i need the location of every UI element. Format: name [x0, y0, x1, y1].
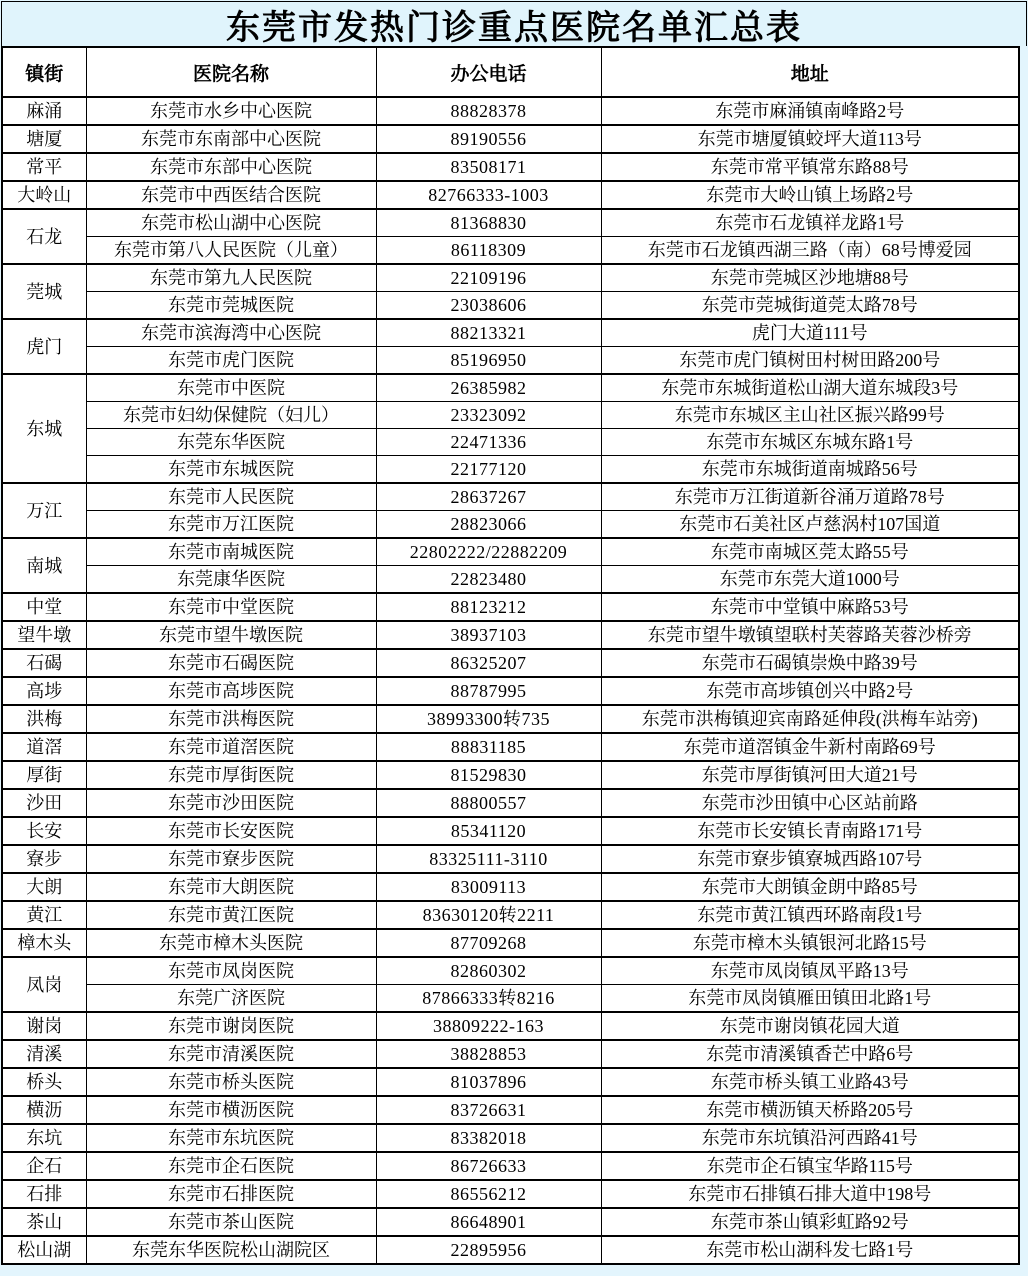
hospital-cell: 东莞东华医院松山湖院区 — [86, 1236, 376, 1264]
hospital-cell: 东莞市妇幼保健院（妇儿） — [86, 402, 376, 429]
phone-cell: 87709268 — [376, 929, 601, 957]
phone-cell: 23038606 — [376, 292, 601, 320]
address-cell: 东莞市莞城区沙地塘88号 — [601, 264, 1019, 292]
address-cell: 东莞市大岭山镇上场路2号 — [601, 181, 1019, 209]
address-cell: 东莞市石龙镇西湖三路（南）68号博爱园 — [601, 237, 1019, 265]
hospital-cell: 东莞市中堂医院 — [86, 593, 376, 621]
phone-cell: 88828378 — [376, 97, 601, 125]
address-cell: 东莞市道滘镇金牛新村南路69号 — [601, 733, 1019, 761]
col-header-address: 地址 — [601, 47, 1019, 97]
hospital-cell: 东莞市望牛墩医院 — [86, 621, 376, 649]
table-row — [2, 1068, 1019, 1096]
hospital-cell: 东莞市清溪医院 — [86, 1040, 376, 1068]
town-cell: 东城 — [2, 374, 86, 483]
address-cell: 虎门大道111号 — [601, 319, 1019, 347]
table-row — [2, 649, 1019, 677]
hospital-cell: 东莞市东部中心医院 — [86, 153, 376, 181]
town-cell: 松山湖 — [2, 1236, 86, 1264]
table-row — [2, 456, 1019, 484]
hospital-cell: 东莞市石碣医院 — [86, 649, 376, 677]
town-cell: 常平 — [2, 153, 86, 181]
phone-cell: 23323092 — [376, 402, 601, 429]
phone-cell: 86648901 — [376, 1208, 601, 1236]
phone-cell: 87866333转8216 — [376, 985, 601, 1013]
table-row — [2, 153, 1019, 181]
hospital-cell: 东莞康华医院 — [86, 566, 376, 594]
hospital-cell: 东莞市凤岗医院 — [86, 957, 376, 985]
town-cell: 望牛墩 — [2, 621, 86, 649]
phone-cell: 86325207 — [376, 649, 601, 677]
phone-cell: 85196950 — [376, 347, 601, 375]
address-cell: 东莞市企石镇宝华路115号 — [601, 1152, 1019, 1180]
hospital-cell: 东莞市万江医院 — [86, 511, 376, 539]
town-cell: 樟木头 — [2, 929, 86, 957]
address-cell: 东莞市清溪镇香芒中路6号 — [601, 1040, 1019, 1068]
address-cell: 东莞市凤岗镇雁田镇田北路1号 — [601, 985, 1019, 1013]
phone-cell: 88123212 — [376, 593, 601, 621]
table-row — [2, 125, 1019, 153]
table-row — [2, 621, 1019, 649]
table-row — [2, 901, 1019, 929]
table-row — [2, 181, 1019, 209]
address-cell: 东莞市大朗镇金朗中路85号 — [601, 873, 1019, 901]
table-row — [2, 733, 1019, 761]
hospital-cell: 东莞市中医院 — [86, 374, 376, 402]
table-row — [2, 538, 1019, 566]
phone-cell: 83726631 — [376, 1096, 601, 1124]
hospital-cell: 东莞市厚街医院 — [86, 761, 376, 789]
col-header-phone: 办公电话 — [376, 47, 601, 97]
hospital-cell: 东莞市中西医结合医院 — [86, 181, 376, 209]
town-cell: 莞城 — [2, 264, 86, 319]
town-cell: 桥头 — [2, 1068, 86, 1096]
phone-cell: 28823066 — [376, 511, 601, 539]
table-row — [2, 593, 1019, 621]
phone-cell: 22823480 — [376, 566, 601, 594]
hospital-cell: 东莞市第八人民医院（儿童） — [86, 237, 376, 265]
address-cell: 东莞市桥头镇工业路43号 — [601, 1068, 1019, 1096]
town-cell: 高埗 — [2, 677, 86, 705]
phone-cell: 88213321 — [376, 319, 601, 347]
table-row — [2, 957, 1019, 985]
table-row — [2, 1040, 1019, 1068]
table-row — [2, 402, 1019, 429]
town-cell: 中堂 — [2, 593, 86, 621]
address-cell: 东莞市寮步镇寮城西路107号 — [601, 845, 1019, 873]
table-row — [2, 292, 1019, 320]
town-cell: 石龙 — [2, 209, 86, 264]
phone-cell: 22109196 — [376, 264, 601, 292]
table-row — [2, 97, 1019, 125]
town-cell: 凤岗 — [2, 957, 86, 1012]
hospital-cell: 东莞市道滘医院 — [86, 733, 376, 761]
address-cell: 东莞市黄江镇西环路南段1号 — [601, 901, 1019, 929]
phone-cell: 82860302 — [376, 957, 601, 985]
col-header-hospital: 医院名称 — [86, 47, 376, 97]
address-cell: 东莞市樟木头镇银河北路15号 — [601, 929, 1019, 957]
address-cell: 东莞市厚街镇河田大道21号 — [601, 761, 1019, 789]
town-cell: 沙田 — [2, 789, 86, 817]
address-cell: 东莞市石龙镇祥龙路1号 — [601, 209, 1019, 237]
hospital-cell: 东莞市虎门医院 — [86, 347, 376, 375]
hospital-cell: 东莞市大朗医院 — [86, 873, 376, 901]
phone-cell: 81368830 — [376, 209, 601, 237]
town-cell: 大岭山 — [2, 181, 86, 209]
hospital-cell: 东莞东华医院 — [86, 429, 376, 456]
phone-cell: 83630120转2211 — [376, 901, 601, 929]
address-cell: 东莞市沙田镇中心区站前路 — [601, 789, 1019, 817]
phone-cell: 83508171 — [376, 153, 601, 181]
table-body — [2, 97, 1019, 1264]
address-cell: 东莞市高埗镇创兴中路2号 — [601, 677, 1019, 705]
address-cell: 东莞市长安镇长青南路171号 — [601, 817, 1019, 845]
phone-cell: 83382018 — [376, 1124, 601, 1152]
town-cell: 横沥 — [2, 1096, 86, 1124]
table-row — [2, 566, 1019, 594]
address-cell: 东莞市洪梅镇迎宾南路延伸段(洪梅车站旁) — [601, 705, 1019, 733]
table-row — [2, 1012, 1019, 1040]
hospital-cell: 东莞市东坑医院 — [86, 1124, 376, 1152]
phone-cell: 86556212 — [376, 1180, 601, 1208]
table-row — [2, 1124, 1019, 1152]
hospital-cell: 东莞市洪梅医院 — [86, 705, 376, 733]
page-title: 东莞市发热门诊重点医院名单汇总表 — [226, 9, 802, 46]
town-cell: 塘厦 — [2, 125, 86, 153]
col-header-town: 镇街 — [2, 47, 86, 97]
phone-cell: 38993300转735 — [376, 705, 601, 733]
town-cell: 长安 — [2, 817, 86, 845]
address-cell: 东莞市虎门镇树田村树田路200号 — [601, 347, 1019, 375]
phone-cell: 85341120 — [376, 817, 601, 845]
header-row — [2, 47, 1019, 97]
table-row — [2, 264, 1019, 292]
town-cell: 石排 — [2, 1180, 86, 1208]
address-cell: 东莞市石排镇石排大道中198号 — [601, 1180, 1019, 1208]
phone-cell: 86118309 — [376, 237, 601, 265]
address-cell: 东莞市松山湖科发七路1号 — [601, 1236, 1019, 1264]
hospital-cell: 东莞市樟木头医院 — [86, 929, 376, 957]
town-cell: 谢岗 — [2, 1012, 86, 1040]
address-cell: 东莞市石美社区卢慈涡村107国道 — [601, 511, 1019, 539]
table-row — [2, 511, 1019, 539]
town-cell: 大朗 — [2, 873, 86, 901]
address-cell: 东莞市东莞大道1000号 — [601, 566, 1019, 594]
phone-cell: 83325111-3110 — [376, 845, 601, 873]
table-row — [2, 1236, 1019, 1264]
table-row — [2, 761, 1019, 789]
table-row — [2, 1152, 1019, 1180]
phone-cell: 22895956 — [376, 1236, 601, 1264]
address-cell: 东莞市茶山镇彩虹路92号 — [601, 1208, 1019, 1236]
phone-cell: 82766333-1003 — [376, 181, 601, 209]
phone-cell: 81529830 — [376, 761, 601, 789]
town-cell: 麻涌 — [2, 97, 86, 125]
town-cell: 茶山 — [2, 1208, 86, 1236]
phone-cell: 38828853 — [376, 1040, 601, 1068]
address-cell: 东莞市石碣镇崇焕中路39号 — [601, 649, 1019, 677]
hospital-cell: 东莞广济医院 — [86, 985, 376, 1013]
table-row — [2, 929, 1019, 957]
hospital-cell: 东莞市莞城医院 — [86, 292, 376, 320]
table-row — [2, 1180, 1019, 1208]
hospital-cell: 东莞市茶山医院 — [86, 1208, 376, 1236]
phone-cell: 88800557 — [376, 789, 601, 817]
table-row — [2, 483, 1019, 511]
hospital-cell: 东莞市企石医院 — [86, 1152, 376, 1180]
hospital-cell: 东莞市石排医院 — [86, 1180, 376, 1208]
table-row — [2, 845, 1019, 873]
table-row — [2, 347, 1019, 375]
town-cell: 虎门 — [2, 319, 86, 374]
phone-cell: 28637267 — [376, 483, 601, 511]
phone-cell: 88787995 — [376, 677, 601, 705]
table-row — [2, 789, 1019, 817]
address-cell: 东莞市凤岗镇凤平路13号 — [601, 957, 1019, 985]
town-cell: 黄江 — [2, 901, 86, 929]
hospital-cell: 东莞市第九人民医院 — [86, 264, 376, 292]
address-cell: 东莞市莞城街道莞太路78号 — [601, 292, 1019, 320]
hospital-cell: 东莞市人民医院 — [86, 483, 376, 511]
phone-cell: 86726633 — [376, 1152, 601, 1180]
hospital-cell: 东莞市松山湖中心医院 — [86, 209, 376, 237]
hospital-cell: 东莞市桥头医院 — [86, 1068, 376, 1096]
table-row — [2, 1096, 1019, 1124]
town-cell: 南城 — [2, 538, 86, 593]
phone-cell: 88831185 — [376, 733, 601, 761]
table-row — [2, 374, 1019, 402]
phone-cell: 22471336 — [376, 429, 601, 456]
table-row — [2, 209, 1019, 237]
table-row — [2, 319, 1019, 347]
table-row — [2, 1208, 1019, 1236]
address-cell: 东莞市常平镇常东路88号 — [601, 153, 1019, 181]
hospital-cell: 东莞市东南部中心医院 — [86, 125, 376, 153]
title-bar — [1, 1, 1027, 46]
hospital-cell: 东莞市沙田医院 — [86, 789, 376, 817]
address-cell: 东莞市谢岗镇花园大道 — [601, 1012, 1019, 1040]
hospital-cell: 东莞市黄江医院 — [86, 901, 376, 929]
town-cell: 企石 — [2, 1152, 86, 1180]
town-cell: 洪梅 — [2, 705, 86, 733]
hospital-cell: 东莞市东城医院 — [86, 456, 376, 484]
address-cell: 东莞市万江街道新谷涌万道路78号 — [601, 483, 1019, 511]
address-cell: 东莞市望牛墩镇望联村芙蓉路芙蓉沙桥旁 — [601, 621, 1019, 649]
hospital-cell: 东莞市寮步医院 — [86, 845, 376, 873]
phone-cell: 89190556 — [376, 125, 601, 153]
phone-cell: 38809222-163 — [376, 1012, 601, 1040]
address-cell: 东莞市东坑镇沿河西路41号 — [601, 1124, 1019, 1152]
town-cell: 东坑 — [2, 1124, 86, 1152]
table-row — [2, 429, 1019, 456]
address-cell: 东莞市东城街道南城路56号 — [601, 456, 1019, 484]
hospital-cell: 东莞市横沥医院 — [86, 1096, 376, 1124]
phone-cell: 26385982 — [376, 374, 601, 402]
table-row — [2, 873, 1019, 901]
town-cell: 万江 — [2, 483, 86, 538]
hospital-table — [1, 46, 1020, 1265]
address-cell: 东莞市麻涌镇南峰路2号 — [601, 97, 1019, 125]
hospital-cell: 东莞市滨海湾中心医院 — [86, 319, 376, 347]
address-cell: 东莞市东城区主山社区振兴路99号 — [601, 402, 1019, 429]
table-row — [2, 705, 1019, 733]
hospital-cell: 东莞市谢岗医院 — [86, 1012, 376, 1040]
address-cell: 东莞市东城区东城东路1号 — [601, 429, 1019, 456]
address-cell: 东莞市南城区莞太路55号 — [601, 538, 1019, 566]
address-cell: 东莞市东城街道松山湖大道东城段3号 — [601, 374, 1019, 402]
town-cell: 石碣 — [2, 649, 86, 677]
town-cell: 道滘 — [2, 733, 86, 761]
table-row — [2, 237, 1019, 265]
table-row — [2, 985, 1019, 1013]
town-cell: 厚街 — [2, 761, 86, 789]
address-cell: 东莞市塘厦镇蛟坪大道113号 — [601, 125, 1019, 153]
table-row — [2, 677, 1019, 705]
hospital-cell: 东莞市长安医院 — [86, 817, 376, 845]
town-cell: 寮步 — [2, 845, 86, 873]
address-cell: 东莞市中堂镇中麻路53号 — [601, 593, 1019, 621]
address-cell: 东莞市横沥镇天桥路205号 — [601, 1096, 1019, 1124]
table-row — [2, 817, 1019, 845]
hospital-cell: 东莞市高埗医院 — [86, 677, 376, 705]
hospital-cell: 东莞市南城医院 — [86, 538, 376, 566]
phone-cell: 22177120 — [376, 456, 601, 484]
phone-cell: 38937103 — [376, 621, 601, 649]
phone-cell: 81037896 — [376, 1068, 601, 1096]
phone-cell: 83009113 — [376, 873, 601, 901]
phone-cell: 22802222/22882209 — [376, 538, 601, 566]
town-cell: 清溪 — [2, 1040, 86, 1068]
hospital-cell: 东莞市水乡中心医院 — [86, 97, 376, 125]
